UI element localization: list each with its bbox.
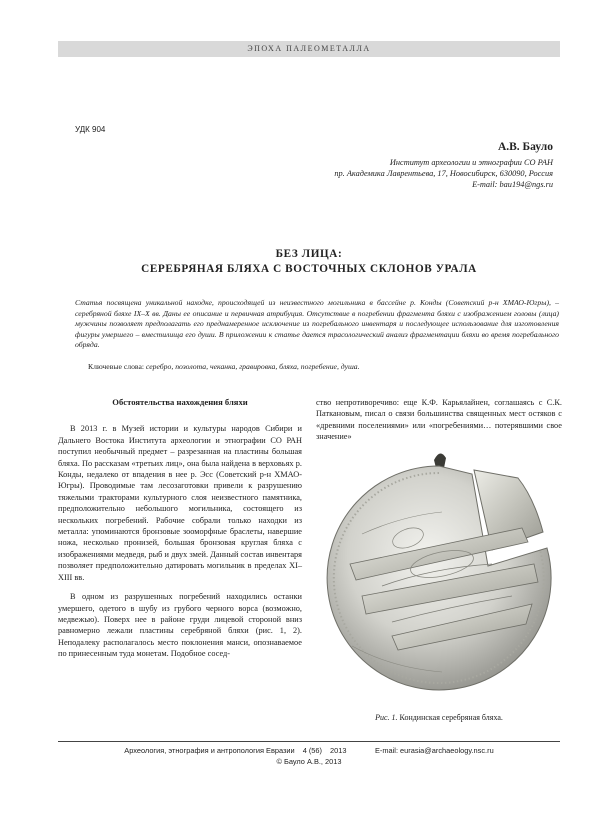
author-email[interactable]: E-mail: bau194@ngs.ru bbox=[472, 180, 553, 190]
figure-silver-plaque bbox=[322, 446, 556, 704]
silver-plaque-illustration bbox=[322, 446, 556, 704]
section-header-bar bbox=[58, 41, 560, 57]
keywords-list: серебро, позолота, чеканка, гравировка, бляха, погребение, душа. bbox=[145, 362, 360, 371]
footer-divider bbox=[58, 741, 560, 742]
left-column bbox=[58, 397, 302, 668]
title-line-1: БЕЗ ЛИЦА: bbox=[275, 248, 343, 260]
keywords-label: Ключевые слова: bbox=[88, 362, 144, 371]
author-address: пр. Академика Лаврентьева, 17, Новосибирск, 630090, Россия bbox=[334, 169, 553, 179]
footer-year: 2013 bbox=[330, 746, 347, 755]
paragraph-1: В 2013 г. в Музей истории и культуры народов Сибири и Дальнего Востока Института археологии и этнографии СО РАН поступил необычный предмет – разрезанная на пластины большая бляха. По рассказам «третьих лиц», она была найдена в верховьях р. Конды, недалеко от впадения в нее р. Эсс (Советский р-н ХМАО-Югры). Проводимые там лесозаготовки привели к разрушению тяжелыми тракторами культурного слоя неизвестного памятника, предположительно небольшого могильника, состоящего из нескольких погребений. Рабочие собрали только находки из металла: упоминаются бронзовые зооморфные браслеты, навершие ножа, несколько пронизей, большая бронзовая круглая бляха с изображениями медведя, рыб и двух змей. Данный состав инвентаря позволяет предположительно датировать могильник в пределах XI–XIII вв. bbox=[58, 424, 302, 582]
figure-caption-number: Рис. 1. bbox=[375, 713, 398, 722]
author-institution: Институт археологии и этнографии СО РАН bbox=[389, 158, 553, 167]
footer-email[interactable]: E-mail: eurasia@archaeology.nsc.ru bbox=[375, 746, 494, 755]
footer-journal-line bbox=[58, 746, 560, 755]
section-heading: Обстоятельства нахождения бляхи bbox=[112, 397, 248, 407]
section-header-text: ЭПОХА ПАЛЕОМЕТАЛЛА bbox=[247, 44, 371, 53]
keywords bbox=[88, 362, 558, 373]
title-line-2: СЕРЕБРЯНАЯ БЛЯХА С ВОСТОЧНЫХ СКЛОНОВ УРАЛА bbox=[141, 263, 477, 275]
figure-caption bbox=[316, 713, 562, 722]
footer-copyright: © Бауло А.В., 2013 bbox=[276, 757, 342, 766]
footer-journal-title: Археология, этнография и антропология Евразии bbox=[124, 746, 295, 755]
udk-code: УДК 904 bbox=[75, 125, 106, 134]
abstract: Статья посвящена уникальной находке, происходящей из неизвестного могильника в бассейне р. Конды (Советский р-н ХМАО-Югры), – серебряной бляхе IX–X вв. Даны ее описание и первичная атрибуция. Отсутствие в погребении фрагмента бляхи с изображением головы (лица) мужчины позволяет предполагать его преднамеренное исключение из погребального инвентаря и последующее использование для изготовления фигуры умершего – вместилища его души. В приложении к статье дается трасологический анализ фрагментации бляхи во время погребального обряда. bbox=[75, 298, 559, 350]
article-title bbox=[58, 247, 560, 277]
paragraph-2: В одном из разрушенных погребений находились останки умершего, одетого в шубу из грубого черного ворса (возможно, медвежью). Поверх нее в районе груди лицевой стороной вниз равномерно лежали пластины серебряной бляхи (рис. 1, 2). Неподалеку располагалось место поклонения манси, опознаваемое по принесенным туда монетам. Подобное сосед- bbox=[58, 592, 302, 659]
footer-issue: 4 (56) bbox=[302, 746, 322, 755]
author-name: А.В. Бауло bbox=[497, 141, 553, 153]
figure-caption-text: Кондинская серебряная бляха. bbox=[399, 713, 503, 722]
author-affiliation bbox=[233, 157, 553, 191]
right-column-text: ство непротиворечиво: еще К.Ф. Карьялайнен, соглашаясь с С.К. Паткановым, писал о связи большинства священных мест остяков с «древними поселениями» или «погребениями… потерявшими свое значение» bbox=[316, 398, 562, 442]
